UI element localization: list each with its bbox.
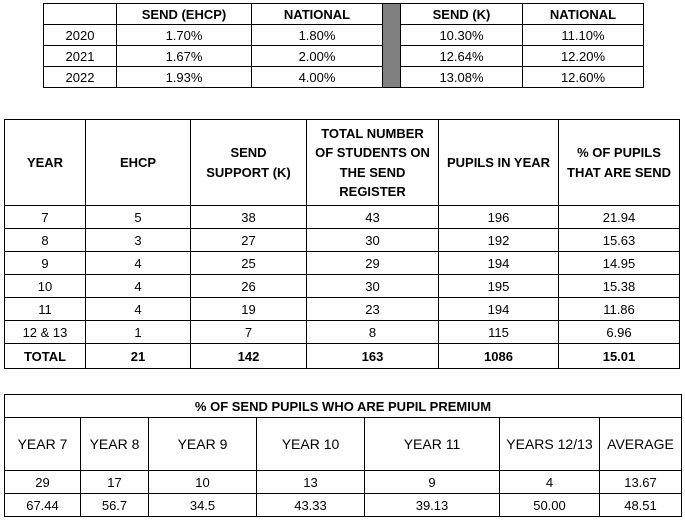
header-year-11: YEAR 11 <box>365 418 500 471</box>
pupil-premium-table <box>4 394 682 517</box>
total-label: TOTAL <box>5 344 86 369</box>
table-cell: 30 <box>307 275 439 298</box>
table-cell: 12.20% <box>523 46 644 67</box>
table-row <box>5 298 680 321</box>
header-average: AVERAGE <box>600 418 682 471</box>
table-cell: 7 <box>191 321 307 344</box>
table-cell: 19 <box>191 298 307 321</box>
year-cell: 2020 <box>44 25 117 46</box>
table-cell: 26 <box>191 275 307 298</box>
table-row <box>5 321 680 344</box>
header-year: YEAR <box>5 120 86 206</box>
table-cell: 5 <box>86 206 191 229</box>
table-header-row <box>44 4 644 25</box>
table-cell: 7 <box>5 206 86 229</box>
table-cell: 6.96 <box>559 321 680 344</box>
table-cell: 11.86 <box>559 298 680 321</box>
table-header-row <box>5 120 680 206</box>
send-rates-table <box>43 3 644 88</box>
total-cell: 142 <box>191 344 307 369</box>
table-cell: 67.44 <box>5 494 81 517</box>
table-cell: 11 <box>5 298 86 321</box>
table-cell: 10 <box>5 275 86 298</box>
header-send-ehcp: SEND (EHCP) <box>117 4 252 25</box>
table-cell: 48.51 <box>600 494 682 517</box>
header-line: SUPPORT (K) <box>206 164 291 180</box>
year-cell: 2021 <box>44 46 117 67</box>
table-cell: 25 <box>191 252 307 275</box>
table-cell: 9 <box>365 471 500 494</box>
table-cell: 4 <box>500 471 600 494</box>
table-cell: 194 <box>439 298 559 321</box>
header-line: TOTAL NUMBER <box>321 125 424 141</box>
table-cell: 21.94 <box>559 206 680 229</box>
separator-column <box>383 4 401 88</box>
table-cell: 43 <box>307 206 439 229</box>
table-cell: 12.64% <box>401 46 523 67</box>
table-cell: 15.38 <box>559 275 680 298</box>
table-cell: 9 <box>5 252 86 275</box>
table-cell: 13.08% <box>401 67 523 88</box>
table-cell: 29 <box>307 252 439 275</box>
table-cell: 196 <box>439 206 559 229</box>
header-send-support <box>191 120 307 206</box>
table-cell: 56.7 <box>81 494 149 517</box>
table-cell: 8 <box>307 321 439 344</box>
table-cell: 38 <box>191 206 307 229</box>
table-cell: 4.00% <box>252 67 383 88</box>
total-cell: 21 <box>86 344 191 369</box>
table-cell: 8 <box>5 229 86 252</box>
table-cell: 1.70% <box>117 25 252 46</box>
header-line: THE SEND <box>339 164 406 180</box>
table-cell: 115 <box>439 321 559 344</box>
header-line: % OF PUPILS <box>577 145 661 160</box>
header-national-k: NATIONAL <box>523 4 644 25</box>
table-cell: 1.67% <box>117 46 252 67</box>
table-cell: 14.95 <box>559 252 680 275</box>
header-ehcp: EHCP <box>86 120 191 206</box>
header-line: REGISTER <box>339 184 406 199</box>
year-cell: 2022 <box>44 67 117 88</box>
header-line: OF STUDENTS ON <box>315 145 430 160</box>
table-cell: 27 <box>191 229 307 252</box>
table-cell: 50.00 <box>500 494 600 517</box>
table-cell: 195 <box>439 275 559 298</box>
percentages-row <box>5 494 682 517</box>
table-cell: 10 <box>149 471 257 494</box>
table-cell: 4 <box>86 275 191 298</box>
header-send-k: SEND (K) <box>401 4 523 25</box>
header-year-7: YEAR 7 <box>5 418 81 471</box>
table-cell: 23 <box>307 298 439 321</box>
table-header-row <box>5 418 682 471</box>
total-cell: 1086 <box>439 344 559 369</box>
table-cell: 15.63 <box>559 229 680 252</box>
header-years-12-13: YEARS 12/13 <box>500 418 600 471</box>
table-title: % OF SEND PUPILS WHO ARE PUPIL PREMIUM <box>5 395 682 418</box>
table-row <box>5 275 680 298</box>
table-cell: 194 <box>439 252 559 275</box>
table-row <box>44 67 644 88</box>
table-cell: 13 <box>257 471 365 494</box>
header-year-9: YEAR 9 <box>149 418 257 471</box>
header-year-8: YEAR 8 <box>81 418 149 471</box>
table-cell: 39.13 <box>365 494 500 517</box>
table-cell: 17 <box>81 471 149 494</box>
table-cell: 4 <box>86 298 191 321</box>
table-cell: 34.5 <box>149 494 257 517</box>
table-cell: 29 <box>5 471 81 494</box>
table-cell: 10.30% <box>401 25 523 46</box>
header-pupils-in-year: PUPILS IN YEAR <box>439 120 559 206</box>
table-cell: 12 & 13 <box>5 321 86 344</box>
table-row <box>5 206 680 229</box>
table-row <box>5 252 680 275</box>
table-row <box>5 229 680 252</box>
header-line: THAT ARE SEND <box>567 164 671 180</box>
header-total-register <box>307 120 439 206</box>
table-cell: 13.67 <box>600 471 682 494</box>
table-cell: 30 <box>307 229 439 252</box>
table-title-row <box>5 395 682 418</box>
total-row <box>5 344 680 369</box>
table-cell: 2.00% <box>252 46 383 67</box>
header-pct-send <box>559 120 680 206</box>
header-year-10: YEAR 10 <box>257 418 365 471</box>
table-cell: 11.10% <box>523 25 644 46</box>
counts-row <box>5 471 682 494</box>
table-row <box>44 25 644 46</box>
table-row <box>44 46 644 67</box>
total-cell: 163 <box>307 344 439 369</box>
table-cell: 1.93% <box>117 67 252 88</box>
table-cell: 3 <box>86 229 191 252</box>
empty-header-cell <box>44 4 117 25</box>
table-cell: 12.60% <box>523 67 644 88</box>
header-line: SEND <box>230 145 267 160</box>
table-cell: 192 <box>439 229 559 252</box>
total-cell: 15.01 <box>559 344 680 369</box>
year-send-table <box>4 119 680 369</box>
table-cell: 1 <box>86 321 191 344</box>
table-cell: 1.80% <box>252 25 383 46</box>
table-cell: 43.33 <box>257 494 365 517</box>
table-cell: 4 <box>86 252 191 275</box>
header-national-ehcp: NATIONAL <box>252 4 383 25</box>
